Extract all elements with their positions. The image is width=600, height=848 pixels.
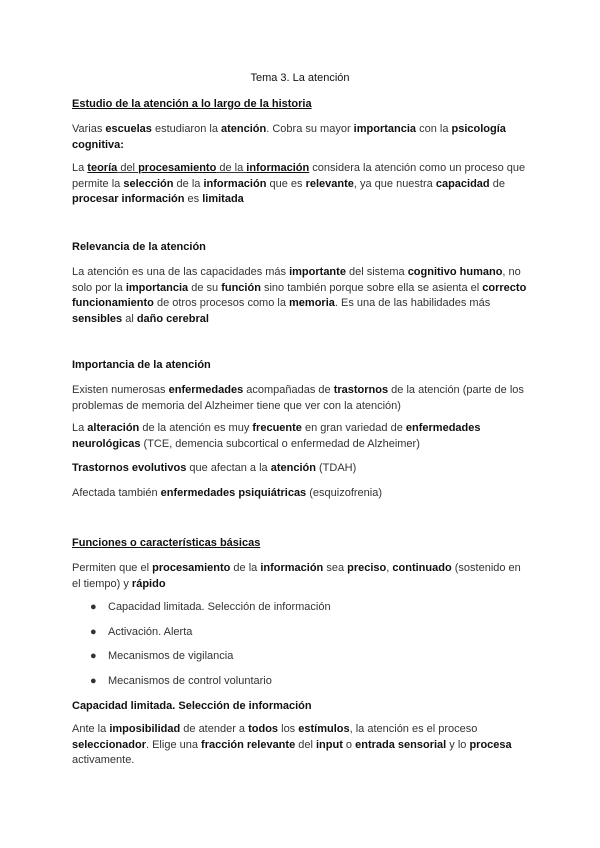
list-item: ● Mecanismos de vigilancia (90, 649, 530, 674)
heading-funciones-caracteristicas: Funciones o características básicas (72, 537, 261, 549)
bullet-icon: ● (90, 674, 97, 687)
paragraph-procesamiento-preciso: Permiten que el procesamiento de la información sea preciso, continuado (sostenido en el tiempo) y rápido (72, 562, 521, 590)
list-item: ● Capacidad limitada. Selección de información (90, 600, 530, 625)
paragraph-imposibilidad: Ante la imposibilidad de atender a todos los estímulos, la atención es el proceso seleccionador. Elige una fracción relevante del input o entrada sensorial y lo procesa activamente. (72, 723, 512, 766)
paragraph-enfermedades: Existen numerosas enfermedades acompañadas de trastornos de la atención (parte de los problemas de memoria del Alzheimer tiene que ver con la atención) (72, 384, 524, 412)
heading-relevancia-atencion: Relevancia de la atención (72, 241, 206, 253)
bullet-icon: ● (90, 650, 97, 662)
heading-estudio-atencion: Estudio de la atención a lo largo de la historia (72, 98, 312, 110)
paragraph-psiquiatricas: Afectada también enfermedades psiquiátricas (esquizofrenia) (72, 487, 383, 499)
list-item: ● Activación. Alerta (90, 625, 530, 650)
paragraph-trastornos-evolutivos: Trastornos evolutivos que afectan a la atención (TDAH) (72, 462, 357, 474)
paragraph-teoria-procesamiento: La teoría del procesamiento de la información considera la atención como un proceso que permite la selección de la información que es relevante, ya que nuestra capacidad de procesar información es limitada (72, 162, 526, 205)
paragraph-escuelas: Varias escuelas estudiaron la atención. Cobra su mayor importancia con la psicología cognitiva: (72, 123, 506, 151)
paragraph-relevancia: La atención es una de las capacidades más importante del sistema cognitivo humano, no solo por la importancia de su función sino también porque sobre ella se asienta el correcto funcionamiento de otros procesos como la memoria. Es una de las habilidades más sensibles al daño cerebral (72, 266, 527, 325)
heading-capacidad-limitada: Capacidad limitada. Selección de información (72, 700, 312, 712)
functions-list (90, 600, 530, 698)
list-item: ● Mecanismos de control voluntario (90, 674, 530, 699)
bullet-icon: ● (90, 601, 97, 613)
bullet-icon: ● (90, 625, 97, 638)
heading-importancia-atencion: Importancia de la atención (72, 359, 211, 371)
paragraph-alteracion: La alteración de la atención es muy frecuente en gran variedad de enfermedades neurológicas (TCE, demencia subcortical o enfermedad de Alzheimer) (72, 422, 481, 450)
document-title: Tema 3. La atención (250, 72, 350, 84)
